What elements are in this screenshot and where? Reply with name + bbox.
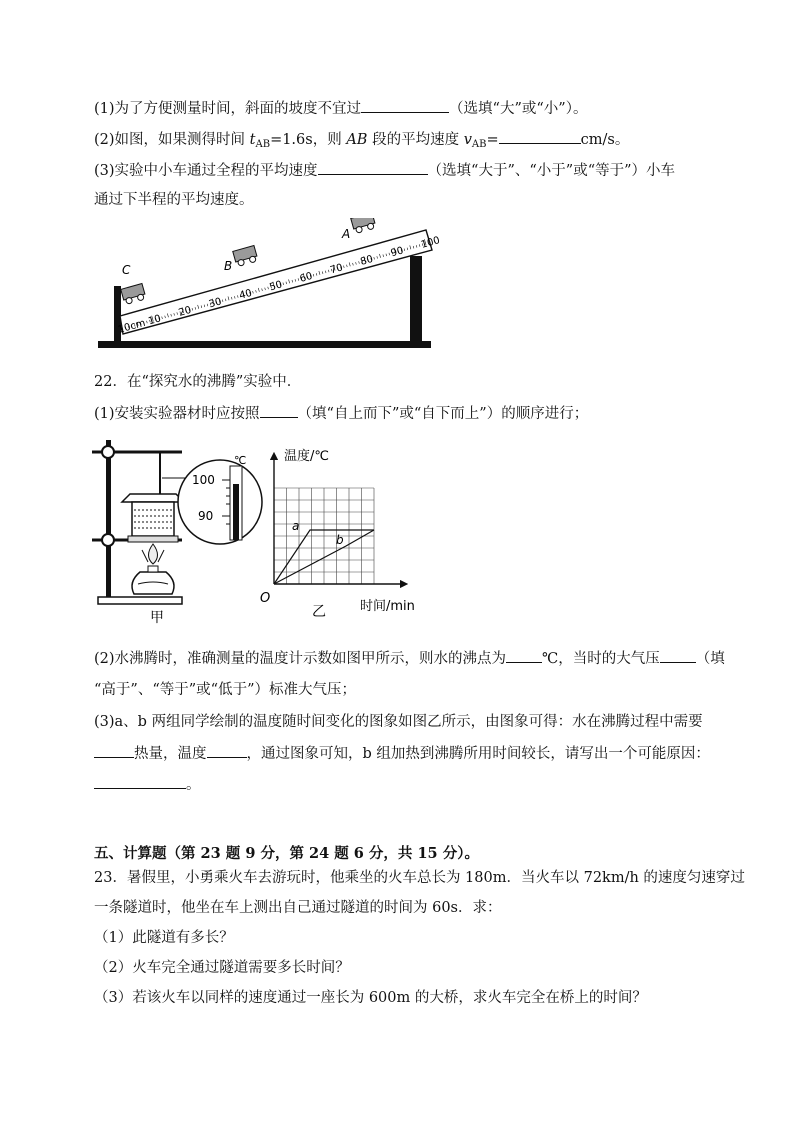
t-symbol: t xyxy=(249,132,256,148)
q22-item3-line2a: 热量，温度 xyxy=(134,746,207,762)
incline-figure xyxy=(96,218,441,354)
q21-item2 xyxy=(94,129,629,155)
thermo-label-100: 100 xyxy=(192,473,215,487)
q23-line1: 23．暑假里，小勇乘火车去游玩时，他乘坐的火车总长为 180m．当火车以 72km/h 的速度匀速穿过 xyxy=(94,870,745,886)
stand-rod xyxy=(106,440,111,602)
label-jia: 甲 xyxy=(150,610,164,624)
apparatus-figure xyxy=(92,432,272,624)
ruler-label: 70 xyxy=(328,262,345,277)
answer-blank[interactable] xyxy=(94,774,186,789)
answer-blank[interactable] xyxy=(361,98,449,113)
q22-item3-line2b: ，通过图象可知，b 组加热到沸腾所用时间较长，请写出一个可能原因： xyxy=(246,746,710,762)
v-symbol: v xyxy=(463,132,472,148)
q21-item1-suffix: （选填“大”或“小”）。 xyxy=(449,101,588,117)
q23-sub1: （1）此隧道有多长？ xyxy=(94,930,234,946)
q22-item2-suffix: （填 xyxy=(695,651,725,667)
q21-item3-line2: 通过下半程的平均速度。 xyxy=(94,192,254,208)
ruler-label: 90 xyxy=(389,245,405,260)
t-subscript: AB xyxy=(255,139,271,150)
y-axis-label: 温度/℃ xyxy=(284,449,329,464)
stand-base xyxy=(98,597,182,604)
label-yi: 乙 xyxy=(312,604,326,620)
ruler-label: 30 xyxy=(207,296,223,311)
q21-item3 xyxy=(94,160,675,181)
q22-item1-prefix: (1)安装实验器材时应按照 xyxy=(94,406,260,422)
ruler-label: 60 xyxy=(298,270,314,285)
x-axis-label: 时间/min xyxy=(360,599,415,614)
cart-b xyxy=(233,245,259,266)
answer-blank[interactable] xyxy=(318,160,428,175)
q22-item1-suffix: （填“自上而下”或“自下而上”）的顺序进行； xyxy=(297,406,589,422)
q22-item3-line3 xyxy=(94,774,201,795)
origin-label: O xyxy=(260,591,271,606)
ruler-label: 10 xyxy=(147,313,163,328)
q22-item1 xyxy=(94,403,588,424)
q21-item2-prefix: (2)如图，如果测得时间 xyxy=(94,132,250,148)
ruler-label: 100 xyxy=(419,235,441,251)
flame xyxy=(149,544,158,564)
q22-item3-line1: (3)a、b 两组同学绘制的温度随时间变化的图象如图乙所示，由图象可得：水在沸腾过程中需要 xyxy=(94,714,703,730)
q23-sub3: （3）若该火车以同样的速度通过一座长为 600m 的大桥，求火车完全在桥上的时间？ xyxy=(94,990,647,1006)
q21-item3-suffix: （选填“大于”、“小于”或“等于”）小车 xyxy=(427,163,676,179)
beaker-lid xyxy=(122,494,184,502)
q22-item2 xyxy=(94,648,725,669)
answer-blank[interactable] xyxy=(660,648,696,663)
graph-grid xyxy=(274,488,374,584)
equals-sign: = xyxy=(486,132,499,148)
unit-label: cm/s。 xyxy=(580,132,630,148)
q21-item3-prefix: (3)实验中小车通过全程的平均速度 xyxy=(94,163,318,179)
answer-blank[interactable] xyxy=(506,648,542,663)
ruler-label: 20 xyxy=(177,304,193,319)
ruler-label: 50 xyxy=(268,279,284,294)
cart-c xyxy=(121,283,147,304)
q22-item3-line3-end: 。 xyxy=(186,777,201,793)
q22-title: 22．在“探究水的沸腾”实验中． xyxy=(94,374,302,390)
section5-heading: 五、计算题（第 23 题 9 分，第 24 题 6 分，共 15 分）。 xyxy=(94,845,479,862)
q23-line2: 一条隧道时，他坐在车上测出自己通过隧道的时间为 60s．求： xyxy=(94,900,502,916)
support-post xyxy=(410,256,422,346)
ruler-label: 80 xyxy=(359,253,375,268)
line-a-label: a xyxy=(292,519,300,533)
label-a: A xyxy=(342,227,351,241)
q22-item2-line2: “高于”、“等于”或“低于”）标准大气压； xyxy=(94,682,356,698)
ruler-label: 10cm xyxy=(116,317,147,336)
q21-item1-prefix: (1)为了方便测量时间，斜面的坡度不宜过 xyxy=(94,101,362,117)
q23-sub2: （2）火车完全通过隧道需要多长时间？ xyxy=(94,960,350,976)
lamp-wick xyxy=(148,566,158,572)
q22-item3-line2 xyxy=(94,743,710,764)
answer-blank[interactable] xyxy=(94,743,134,758)
answer-blank[interactable] xyxy=(207,743,247,758)
ab-label: AB xyxy=(346,132,368,148)
cart-a xyxy=(351,218,377,234)
answer-blank[interactable] xyxy=(260,403,298,418)
temperature-graph xyxy=(256,448,436,620)
q22-item2-mid: ℃，当时的大气压 xyxy=(542,651,660,667)
q22-item2-prefix: (2)水沸腾时，准确测量的温度计示数如图甲所示，则水的沸点为 xyxy=(94,651,507,667)
magnifier-circle xyxy=(178,460,262,544)
wire-gauze xyxy=(128,536,178,542)
v-subscript: AB xyxy=(471,139,487,150)
label-b: B xyxy=(224,259,233,273)
lower-clamp-knob xyxy=(102,534,114,546)
thermo-label-90: 90 xyxy=(198,509,214,523)
t-value: =1.6s，则 xyxy=(270,132,347,148)
ruler-label: 40 xyxy=(238,287,254,302)
base-board xyxy=(98,341,431,348)
thermo-liquid xyxy=(233,484,239,540)
q21-item1 xyxy=(94,98,587,119)
line-b-label: b xyxy=(336,533,344,547)
beaker xyxy=(132,502,174,536)
alcohol-lamp xyxy=(132,572,174,594)
upper-clamp-knob xyxy=(102,446,114,458)
q21-item2-mid: 段的平均速度 xyxy=(367,132,464,148)
label-c: C xyxy=(122,263,131,277)
thermo-unit: ℃ xyxy=(234,454,247,467)
answer-blank[interactable] xyxy=(499,129,581,144)
